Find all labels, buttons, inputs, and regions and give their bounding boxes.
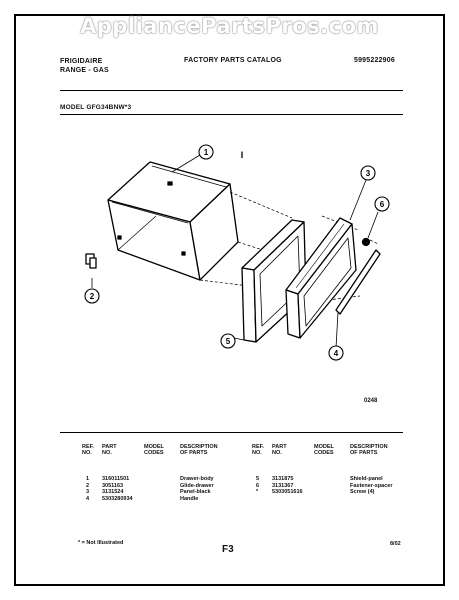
not-illustrated-note: * = Not Illustrated [78,540,124,546]
col-ref-header: REF. [252,444,264,450]
exploded-parts-diagram [60,120,403,420]
parts-table-left [82,444,242,504]
col-model-header: MODEL [144,444,164,450]
callout-1 [199,145,213,159]
col-desc-header: DESCRIPTION [180,444,218,450]
table-row-part: 3131875 [272,476,294,482]
revision-date: 8/02 [390,541,401,547]
col-ref-header-2: NO. [82,450,92,456]
drawer-body-part [108,162,238,280]
callout-4 [329,346,343,360]
table-row-ref: 2 [86,482,90,489]
catalog-number: 5995222906 [354,57,395,64]
table-row-part: 316011501 [102,476,130,482]
table-row-part: 3131367 [272,482,294,489]
col-desc-header-2: OF PARTS [180,450,208,456]
callout-6 [375,197,389,211]
table-row-ref: * [256,489,259,496]
table-row-desc: Drawer-body [180,476,214,482]
table-row-part: 3051163 [102,482,124,489]
parts-table-right [252,444,412,504]
callout-3 [361,166,375,180]
svg-text:4: 4 [333,349,339,358]
col-model-header: MODEL [314,444,334,450]
table-row-desc: Shield-panel [350,476,383,482]
model-number: MODEL GFG34BNW*3 [60,104,132,111]
page-marker: I [240,150,244,160]
diagram-ref-code: 0248 [364,398,378,404]
svg-text:6: 6 [379,200,385,209]
col-ref-header: REF. [82,444,94,450]
svg-text:2: 2 [89,292,95,301]
callout-2 [85,289,99,303]
table-row-ref: 1 [86,476,90,482]
svg-text:1: 1 [203,148,209,157]
callout-5 [221,334,235,348]
page-number: F3 [222,544,234,555]
col-part-header-2: NO. [272,450,282,456]
svg-text:5: 5 [225,337,231,346]
col-part-header: PART [102,444,117,450]
table-row-ref: 4 [86,495,90,502]
table-row-ref: 5 [256,476,260,482]
col-desc-header-2: OF PARTS [350,450,378,456]
table-row-desc: Handle [180,495,199,502]
col-model-header-2: CODES [314,450,334,456]
table-row-desc: Screw (4) [350,489,375,496]
table-row-ref: 3 [86,489,90,496]
table-row-desc: Panel-black [180,489,211,496]
header-rule [60,90,403,91]
table-row-part: 5303280934 [102,495,133,502]
glide-part [86,254,96,288]
catalog-title: FACTORY PARTS CATALOG [184,57,282,64]
brand: FRIGIDAIRE [60,58,103,65]
table-row-part: 3131524 [102,489,124,496]
range-type: RANGE - GAS [60,67,109,74]
watermark: AppliancePartsPros.com [80,14,379,38]
col-part-header: PART [272,444,287,450]
table-row-desc: Glide-drawer [180,482,214,489]
table-row-part: 5303051616 [272,489,303,496]
model-rule [60,114,403,115]
col-ref-header-2: NO. [252,450,262,456]
svg-text:3: 3 [365,169,371,178]
table-row-ref: 6 [256,482,260,489]
col-model-header-2: CODES [144,450,164,456]
table-top-rule [60,432,403,433]
col-desc-header: DESCRIPTION [350,444,388,450]
table-row-desc: Fastener-spacer [350,482,393,489]
col-part-header-2: NO. [102,450,112,456]
